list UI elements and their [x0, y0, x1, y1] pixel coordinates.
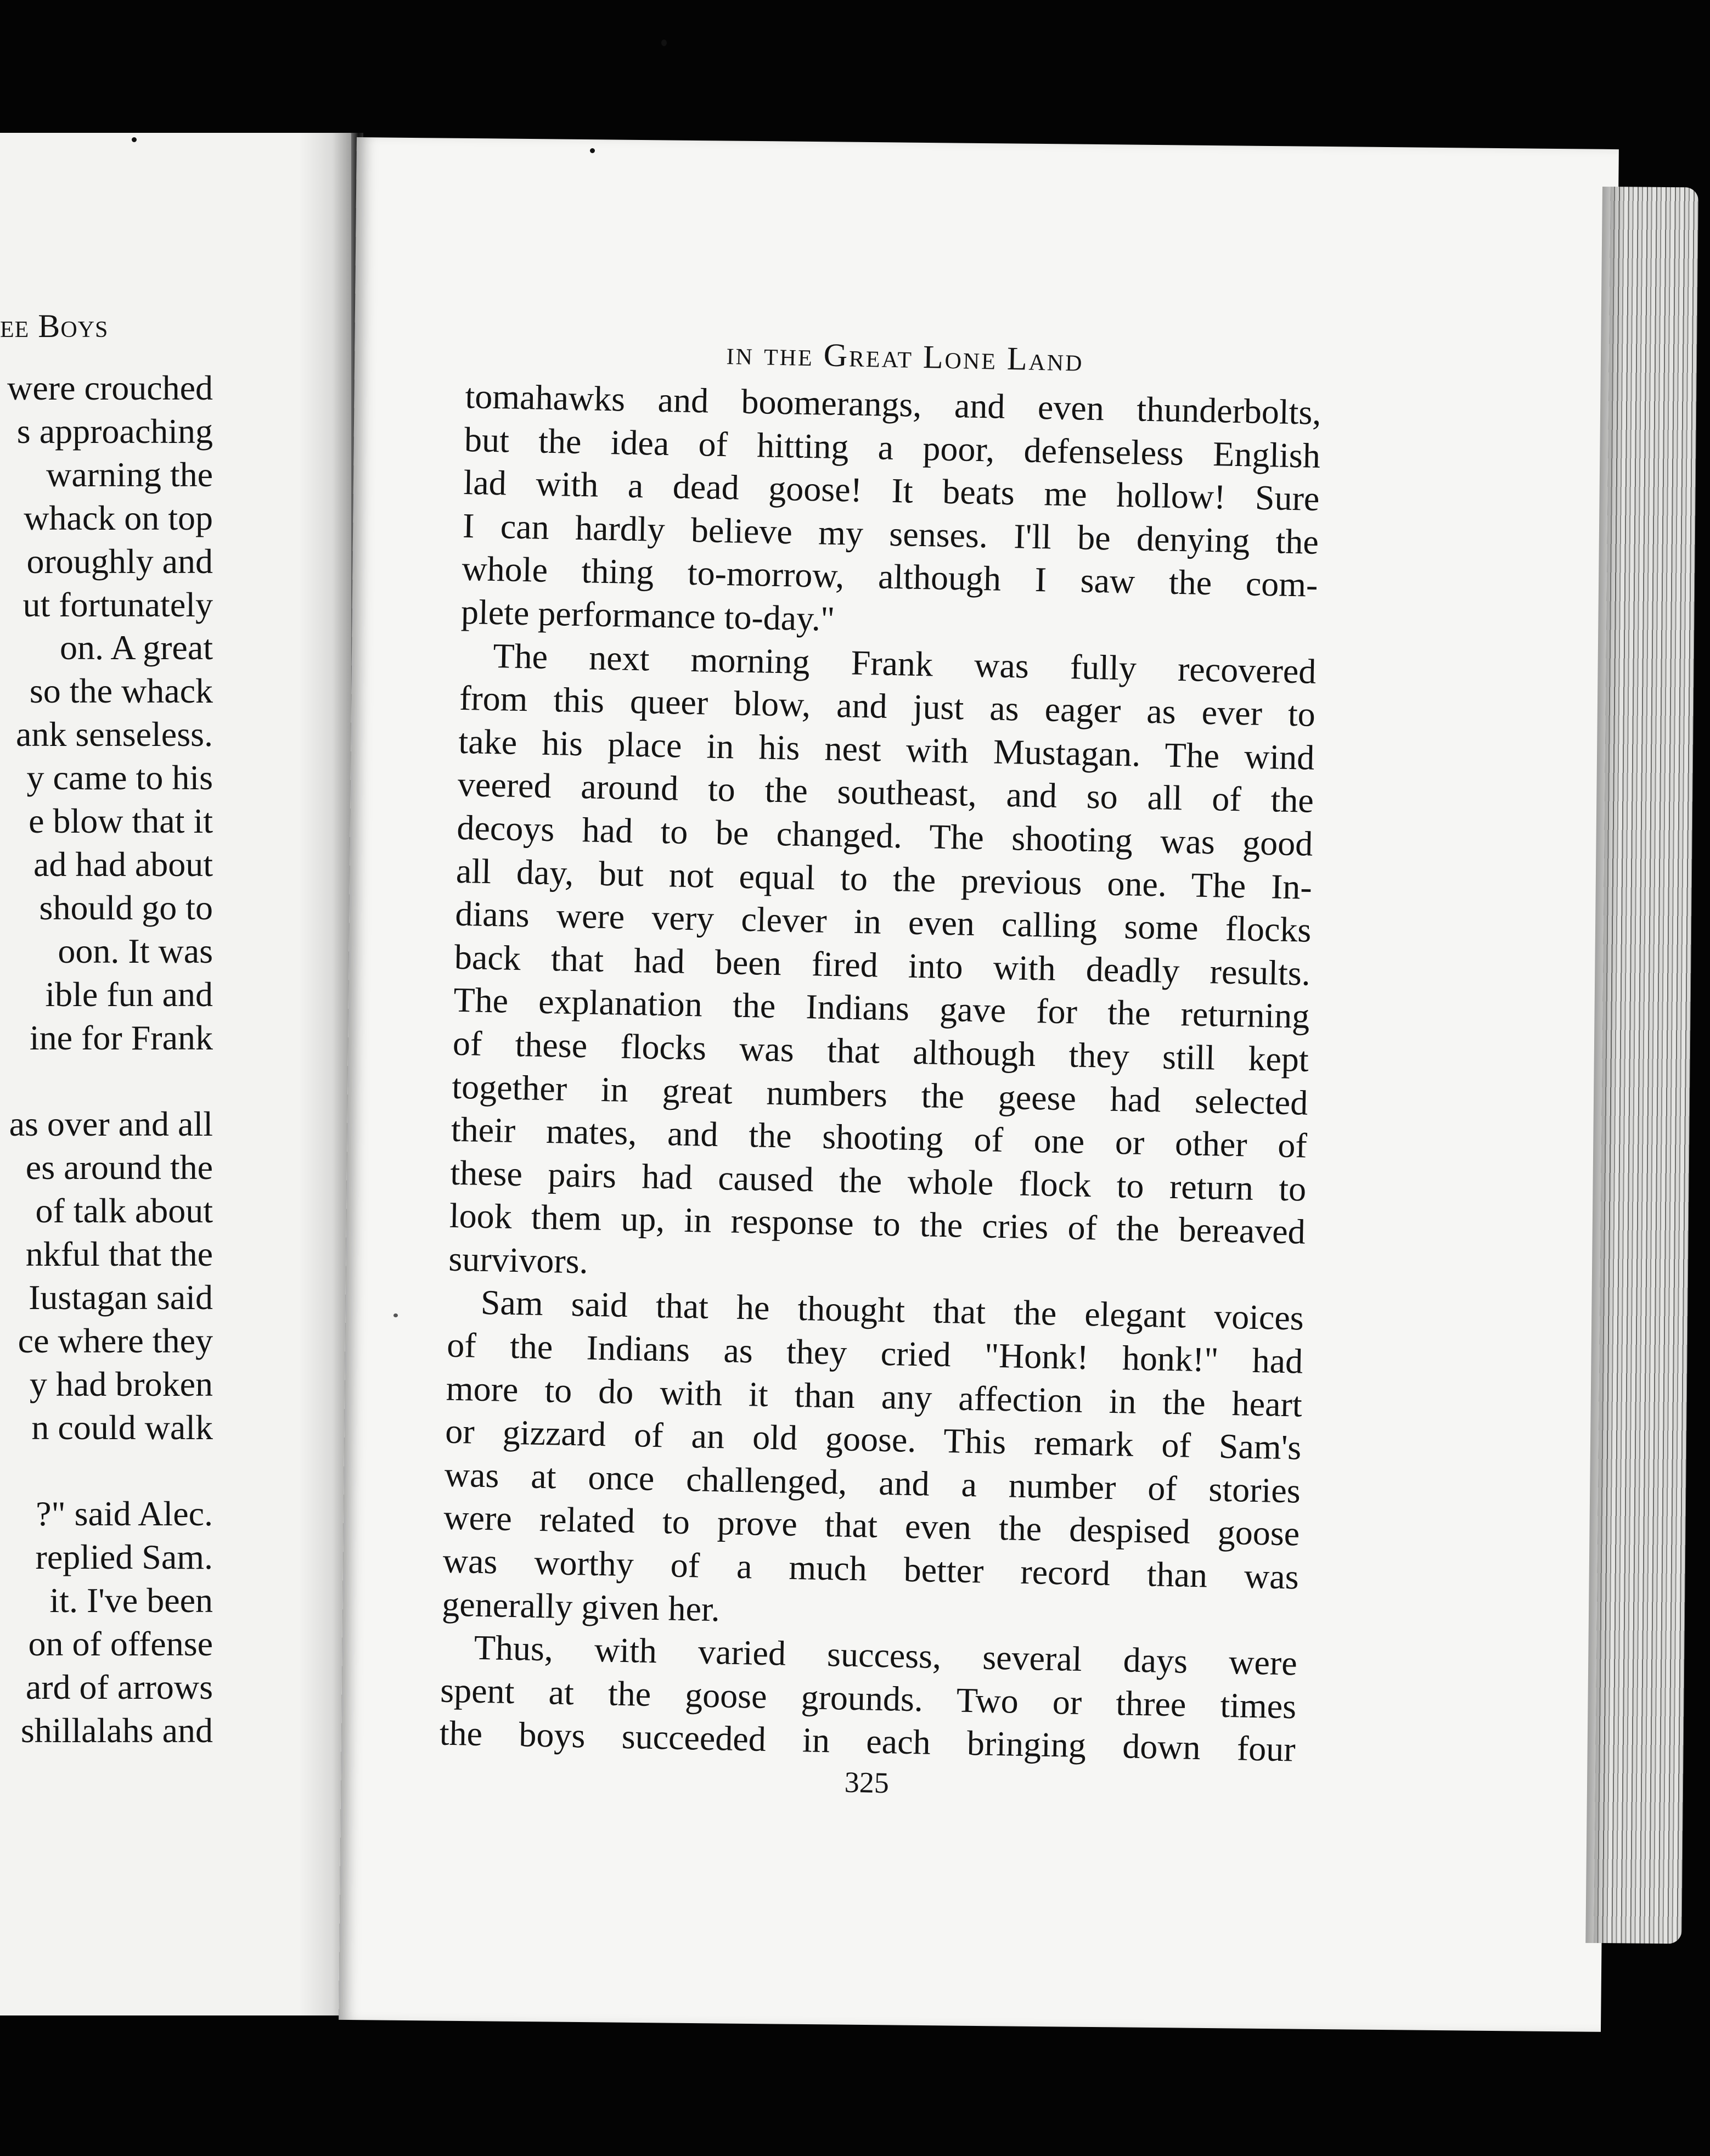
- body-text-line: whole thing to-morrow, although I saw the com-: [461, 549, 1319, 605]
- body-text-line: spent at the goose grounds. Two or three times: [440, 1670, 1297, 1726]
- left-text-line: ible fun and: [45, 974, 213, 1014]
- left-text-line: shillalahs and: [20, 1710, 213, 1750]
- left-text-line: it. I've been: [49, 1581, 213, 1620]
- dust-speck: [393, 1313, 398, 1317]
- left-text-line: Iustagan said: [29, 1277, 213, 1317]
- left-text-line: oon. It was: [58, 931, 213, 970]
- body-text-line: decoys had to be changed. The shooting was good: [456, 807, 1313, 863]
- left-text-line: replied Sam.: [35, 1537, 213, 1577]
- body-text-line: together in great numbers the geese had selected: [451, 1066, 1308, 1122]
- body-text-line: generally given her.: [441, 1584, 721, 1629]
- body-text-line: was worthy of a much better record than was: [442, 1541, 1300, 1597]
- body-text-line: more to do with it than any affection in the heart: [446, 1368, 1303, 1424]
- left-text-line: es around the: [25, 1148, 213, 1187]
- left-text-line: y came to his: [26, 758, 213, 798]
- left-text-line: so the whack: [29, 671, 213, 711]
- left-text-line: ut fortunately: [22, 585, 213, 624]
- left-text-line: e blow that it: [29, 801, 213, 840]
- left-running-head: ee Boys: [0, 308, 109, 344]
- left-text-line: on. A great: [59, 628, 213, 667]
- body-text-line: their mates, and the shooting of one or other of: [451, 1109, 1308, 1165]
- left-text-line: y had broken: [29, 1364, 213, 1403]
- body-text-line: of the Indians as they cried "Honk! honk!" had: [446, 1325, 1303, 1381]
- body-text-line: The next morning Frank was fully recovered: [492, 636, 1317, 691]
- body-text-line: was at once challenged, and a number of stories: [444, 1455, 1301, 1511]
- left-text-line: of talk about: [35, 1191, 213, 1231]
- dust-speck: [590, 148, 595, 153]
- body-text-line: of these flocks was that although they still kept: [452, 1023, 1309, 1079]
- body-text-line: or gizzard of an old goose. This remark of Sam's: [445, 1411, 1302, 1467]
- body-text-line: Thus, with varied success, several days were: [474, 1627, 1298, 1683]
- left-text-line: ard of arrows: [25, 1667, 213, 1706]
- body-text-line: but the idea of hitting a poor, defenseless English: [464, 419, 1321, 475]
- body-text-line: The explanation the Indians gave for the returning: [453, 980, 1310, 1036]
- right-page-body: [439, 375, 1321, 1771]
- body-text-line: from this queer blow, and just as eager as ever to: [459, 678, 1316, 734]
- left-text-line: on of offense: [28, 1624, 213, 1664]
- dust-speck: [661, 40, 667, 46]
- body-text-line: look them up, in response to the cries of the bereaved: [449, 1195, 1306, 1251]
- left-text-line: nkful that the: [25, 1234, 213, 1273]
- left-text-line: ank senseless.: [15, 715, 213, 754]
- body-text-line: tomahawks and boomerangs, and even thunderbolts,: [464, 376, 1322, 432]
- body-text-line: these pairs had caused the whole flock to return to: [449, 1153, 1307, 1209]
- left-text-line: should go to: [39, 888, 213, 927]
- right-page-text-block: [438, 329, 1323, 1807]
- left-text-line: s approaching: [16, 411, 213, 451]
- left-text-line: were crouched: [7, 368, 213, 407]
- left-text-line: ?" said Alec.: [36, 1494, 213, 1534]
- left-text-line: n could walk: [31, 1407, 213, 1447]
- left-text-line: ce where they: [18, 1321, 213, 1360]
- body-text-line: back that had been fired into with deadly results.: [454, 937, 1311, 993]
- body-text-line: dians were very clever in even calling some flocks: [454, 894, 1312, 950]
- body-text-line: I can hardly believe my senses. I'll be denying the: [462, 506, 1319, 562]
- page-number: 325: [844, 1765, 890, 1800]
- body-text-line: all day, but not equal to the previous one. The In-: [455, 851, 1313, 907]
- body-text-line: lad with a dead goose! It beats me hollow! Sure: [463, 463, 1320, 519]
- left-text-line: as over and all: [9, 1104, 213, 1144]
- body-text-line: plete performance to-day.": [460, 592, 835, 638]
- body-text-line: take his place in his nest with Mustagan. The wind: [458, 721, 1315, 777]
- left-text-line: whack on top: [24, 498, 213, 537]
- dust-speck: [132, 137, 137, 142]
- body-text-line: Sam said that he thought that the elegant voices: [480, 1283, 1304, 1338]
- left-text-line: warning the: [46, 454, 213, 494]
- body-text-line: veered around to the southeast, and so all of the: [457, 765, 1314, 821]
- running-head: in the Great Lone Land: [726, 335, 1084, 378]
- left-text-line: ine for Frank: [29, 1018, 213, 1057]
- left-text-line: oroughly and: [26, 541, 213, 581]
- left-text-line: ad had about: [33, 844, 213, 884]
- body-text-line: were related to prove that even the despised goose: [443, 1498, 1300, 1553]
- body-text-line: survivors.: [448, 1239, 589, 1281]
- body-text-line: the boys succeeded in each bringing down four: [439, 1713, 1296, 1769]
